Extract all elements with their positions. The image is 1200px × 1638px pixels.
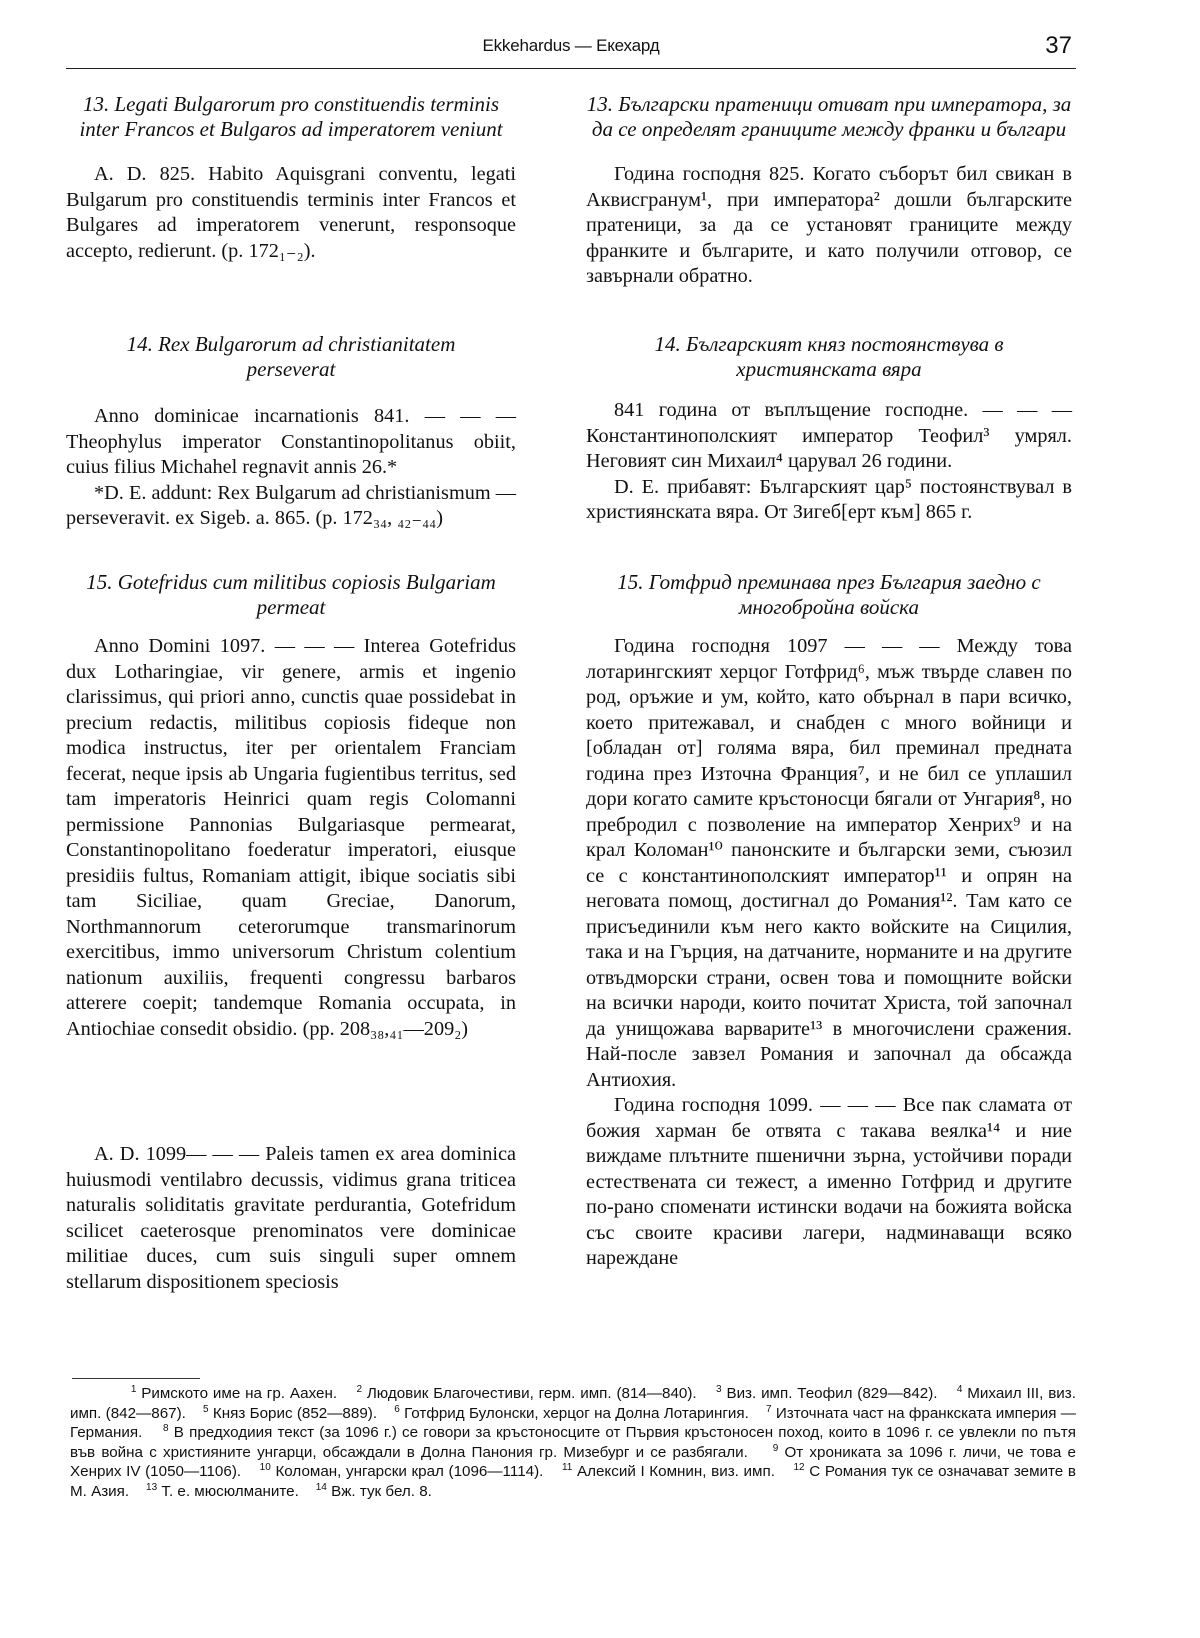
paragraph: Anno dominicae incarnationis 841. — — — Theophylus imperator Constantinopolitanus obiit, cuius filius Michahel regnavit annis 26.* (66, 405, 516, 478)
paragraph: A. D. 825. Habito Aquisgrani conventu, legati Bulgarum pro constituendis terminis inter Francos et Bulgares ad imperatorem venerunt, responsoque accepto, redierunt. (p. 172₁₋₂). (66, 163, 516, 262)
section-15-latin (66, 570, 516, 1295)
section-title: 13. Legati Bulgarorum pro constituendis terminis inter Francos et Bulgaros ad imperatorem veniunt (79, 92, 503, 141)
section-13-bulgarian (586, 92, 1072, 290)
section-title: 13. Български пратеници отиват при императора, за да се определят границите между франки и българи (586, 92, 1072, 141)
footnote-divider (72, 1378, 200, 1379)
section-14-latin (66, 332, 516, 532)
footnote-7: $^7$ Източната част на франкската империя — Германия. (70, 1403, 1076, 1442)
footnote-1: $^1$ Римското име на гр. Аахен. (130, 1384, 338, 1402)
footnote-3: $^3$ Виз. имп. Теофил (829—842). (716, 1384, 938, 1402)
running-header (66, 28, 1076, 69)
footnote-4: $^4$ Михаил III, виз. имп. (842—867). (70, 1384, 1076, 1422)
section-15-bulgarian (586, 570, 1072, 1272)
paragraph: Година господня 1097 — — — Между това лотарингският херцог Готфрид⁶, мъж твърде славен по род, оръжие и ум, който, като обърнал в пари всичко, което притежавал, и снабден с много войници и [обладан от] голяма вяра, бил преминал предната година през Източна Франция⁷, и не бил се уплашил дори когато самите кръстоносци бягали от Унгария⁸, но пребродил с позволение на император Хенрих⁹ и на крал Коломан¹⁰ панонските и български земи, съюзил се с константинополският император¹¹ и опрян на неговата помощ, достигнал до Романия¹². Там като се присъединили към него както войските на Сицилия, така и на Гърция, на датчаните, норманите и на другите отвъдморски страни, освен това и помощните войски на всички народи, които почитат Христа, той започнал да унищожава варварите¹³ в многочислени сражения. Най-после завзел Романия и започнал да обсажда Антиохия. (586, 635, 1072, 1091)
paragraph: 841 година от въплъщение господне. — — — Константинополският император Теофил³ умрял. Неговият син Михаил⁴ царувал 26 години. (586, 399, 1072, 472)
footnote-5: $^5$ Княз Борис (852—889). (203, 1403, 378, 1422)
footnote-6: $^6$ Готфрид Булонски, херцог на Долна Лотарингия. (394, 1403, 749, 1422)
paragraph: Anno Domini 1097. — — — Interea Gotefridus dux Lotharingiae, vir genere, armis et ingenio clarissimus, qui priori anno, cunctis quae possidebat in precium redactis, militibus copiosis fideque non modica instructus, iter per orientalem Franciam fecerat, neque ipsis ab Ungaria fugientibus territus, sed tam imperatoris Heinrici quam regis Colomanni permissione Pannonias Bulgariasque permearat, Constantinopolitano foederatur imperatori, eiusque presidiis fultus, Romaniam attigit, ibique sociatis sibi tam Siciliae, quam Greciae, Danorum, Northmannorum ceterorumque transmarinorum exercitibus, immo universorum Christum colentium nationum auxiliis, frequenti congressu barbaros atterere coepit; tandemque Romania occupata, in Antiochiae consedit obsidio. (pp. 208₃₈,₄₁—209₂) (66, 635, 516, 1040)
footnotes (70, 1384, 1076, 1502)
footnote-12: $^{12}$ С Романия тук се означават земите в М. Азия. (70, 1462, 1076, 1500)
paragraph: A. D. 1099— — — Paleis tamen ex area dominica huiusmodi ventilabro decussis, vidimus grana triticea naturalis soliditatis gravitate perdurantia, Gotefridum scilicet caeterosque prenominatos vere dominicae militiae duces, cum suis singuli super omnem stellarum dispositionem speciosis (66, 1143, 516, 1293)
footnote-13: $^{13}$ Т. е. мюсюлманите. (146, 1481, 299, 1500)
section-title: 14. Rex Bulgarorum ad christianitatem perseverat (126, 332, 456, 381)
footnote-8: $^8$ В предходиия текст (за 1096 г.) се говори за кръстоносците от Първия кръстоносен поход, които в 1096 г. се увлекли по пътя във война с християните унгарци, обсаждали в Долна Панония гр. Мизебург и се разбягали. (70, 1423, 1076, 1461)
footnote-14: $^{14}$ Вж. тук бел. 8. (315, 1481, 432, 1500)
section-title: 15. Gotefridus cum militibus copiosis Bulgariam permeat (86, 570, 496, 619)
page-number: 37 (1045, 32, 1072, 59)
section-title: 14. Българският княз постоянствува в християнската вяра (654, 332, 1004, 381)
section-13-latin (66, 92, 516, 264)
footnote-10: $^{10}$ Коломан, унгарски крал (1096—1114). (259, 1462, 544, 1481)
paragraph: *D. E. addunt: Rex Bulgarum ad christianismum — perseveravit. ex Sigeb. a. 865. (p. 172₃₄, ₄₂₋₄₄) (66, 481, 516, 529)
footnote-11: $^{11}$ Алексий I Комнин, виз. имп. (561, 1462, 775, 1481)
paragraph: Година господня 1099. — — — Все пак сламата от божия харман бе отвята с такава веялка¹⁴ и ние виждаме плътните пшенични зърна, устойчиви поради естествената си тежест, а именно Готфрид и другите по-рано споменати истински водачи на божията войска със своите красиви лагери, надминаващи всяко нареждане (586, 1094, 1072, 1269)
footnote-2: $^2$ Людовик Благочестиви, герм. имп. (814—840). (356, 1384, 697, 1402)
paragraph: D. E. прибавят: Българският цар⁵ постоянствувал в християнската вяра. От Зигеб[ерт към] 865 г. (586, 475, 1072, 523)
footnote-9: $^9$ От хрониката за 1096 г. личи, че това е Хенрих IV (1050—1106). (70, 1442, 1076, 1481)
paragraph: Година господня 825. Когато съборът бил свикан в Аквисгранум¹, при императора² дошли българските пратеници, за да се установят границите между франките и българите, и като получили отговор, се завърнали обратно. (586, 163, 1072, 287)
section-14-bulgarian (586, 332, 1072, 526)
section-title: 15. Готфрид преминава през България заедно с многобройна войска (617, 570, 1041, 619)
running-title: Ekkehardus — Екехард (482, 36, 660, 55)
